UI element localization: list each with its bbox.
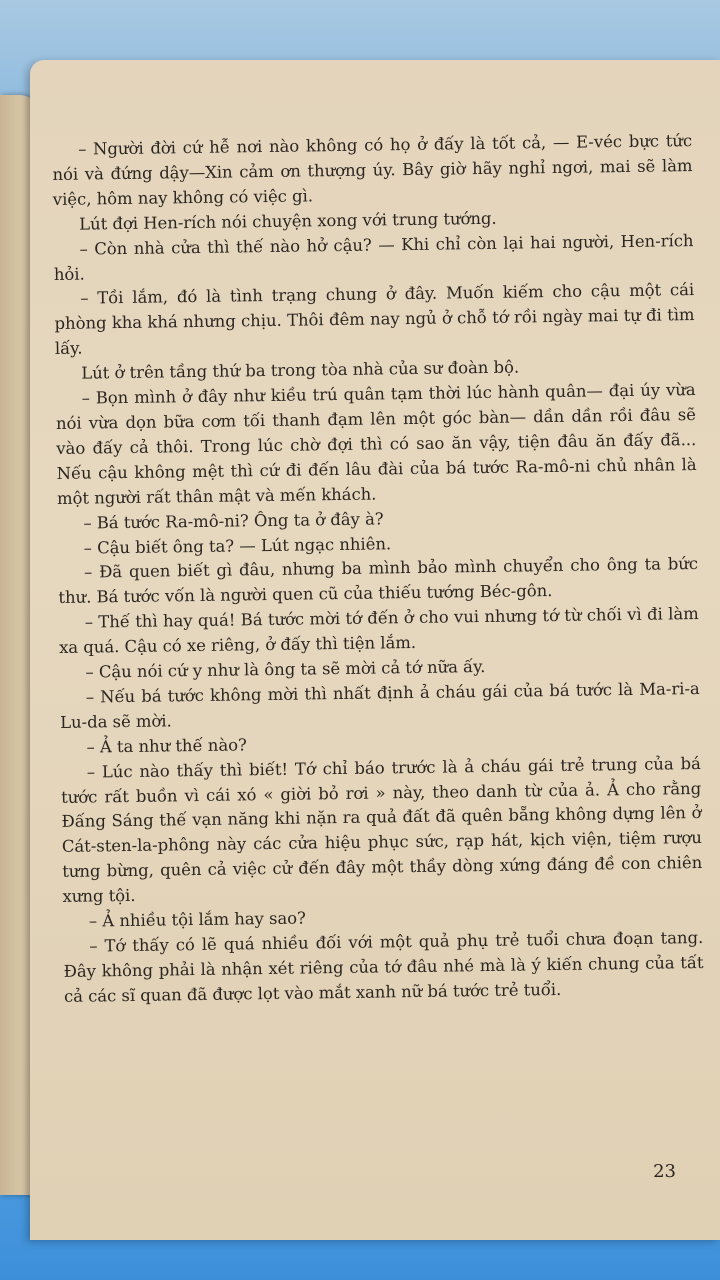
page-text: [52, 129, 704, 1010]
paragraph: – Bá tước Ra-mô-ni? Ông ta ở đây à?: [83, 509, 384, 533]
paragraph: – Đã quen biết gì đâu, nhưng ba mình bảo mình chuyển cho ông ta bức thư. Bá tước vốn là người quen cũ của thiếu tướng Béc-gôn.: [58, 554, 699, 608]
page-number: 23: [653, 1161, 676, 1182]
paragraph: – Cậu biết ông ta? — Lút ngạc nhiên.: [83, 533, 392, 558]
paragraph: – Ả nhiều tội lắm hay sao?: [88, 908, 307, 931]
paragraph: – Người đời cứ hễ nơi nào không có họ ở đấy là tốt cả, — E-véc bực tức nói và đứng dậy—Xin cảm ơn thượng úy. Bây giờ hãy nghỉ ngơi, mai sẽ làm việc, hôm nay không có việc gì.: [52, 131, 693, 209]
book-page: [30, 60, 720, 1240]
paragraph: – Bọn mình ở đây như kiều trú quân tạm thời lúc hành quân— đại úy vừa nói vừa dọn bữa cơm tối thanh đạm lên một góc bàn— dần dần rồi đâu sẽ vào đấy cả thôi. Trong lúc chờ đợi thì có sao ăn vậy, tiện đâu ăn đấy đã... Nếu cậu không mệt thì cứ đi đến lâu đài của bá tước Ra-mô-ni chủ nhân là một người rất thân mật và mến khách.: [55, 380, 697, 508]
paragraph: – Thế thì hay quá! Bá tước mời tớ đến ở cho vui nhưng tớ từ chối vì đi làm xa quá. Cậu có xe riêng, ở đấy thì tiện lắm.: [58, 604, 699, 658]
paragraph: – Ả ta như thế nào?: [86, 735, 247, 757]
paragraph: – Còn nhà cửa thì thế nào hở cậu? — Khi chỉ còn lại hai người, Hen-rích hỏi.: [53, 230, 694, 284]
paragraph: Lút đợi Hen-rích nói chuyện xong với trung tướng.: [79, 208, 497, 234]
paragraph: – Cậu nói cứ y như là ông ta sẽ mời cả tớ nữa ấy.: [85, 657, 486, 682]
paragraph: – Lúc nào thấy thì biết! Tớ chỉ báo trước là ả cháu gái trẻ trung của bá tước rất buồn vì cái xó « giời bỏ rơi » này, theo danh từ của ả. Ả cho rằng Đấng Sáng thế vạn năng khi nặn ra quả đất đã quên bẵng không dựng lên ở Cát-sten-la-phông này các cửa hiệu phục sức, rạp hát, kịch viện, tiệm rượu tưng bừng, quên cả việc cử đến đây một thầy dòng xứng đáng đề con chiên xưng tội.: [61, 753, 703, 907]
paragraph: Lút ở trên tầng thứ ba trong tòa nhà của sư đoàn bộ.: [81, 357, 520, 383]
paragraph: – Nếu bá tước không mời thì nhất định ả cháu gái của bá tước là Ma-ri-a Lu-da sẽ mời.: [60, 678, 700, 732]
paragraph: – Tớ thấy có lẽ quá nhiều đối với một quả phụ trẻ tuổi chưa đoạn tang. Đây không phải là nhận xét riêng của tớ đâu nhé mà là ý kiến chung của tất cả các sĩ quan đã được lọt vào mắt xanh nữ bá tước trẻ tuổi.: [63, 927, 704, 1006]
paragraph: – Tồi lắm, đó là tình trạng chung ở đây. Muốn kiếm cho cậu một cái phòng kha khá nhưng chịu. Thôi đêm nay ngủ ở chỗ tớ rồi ngày mai tự đi tìm lấy.: [54, 280, 695, 359]
